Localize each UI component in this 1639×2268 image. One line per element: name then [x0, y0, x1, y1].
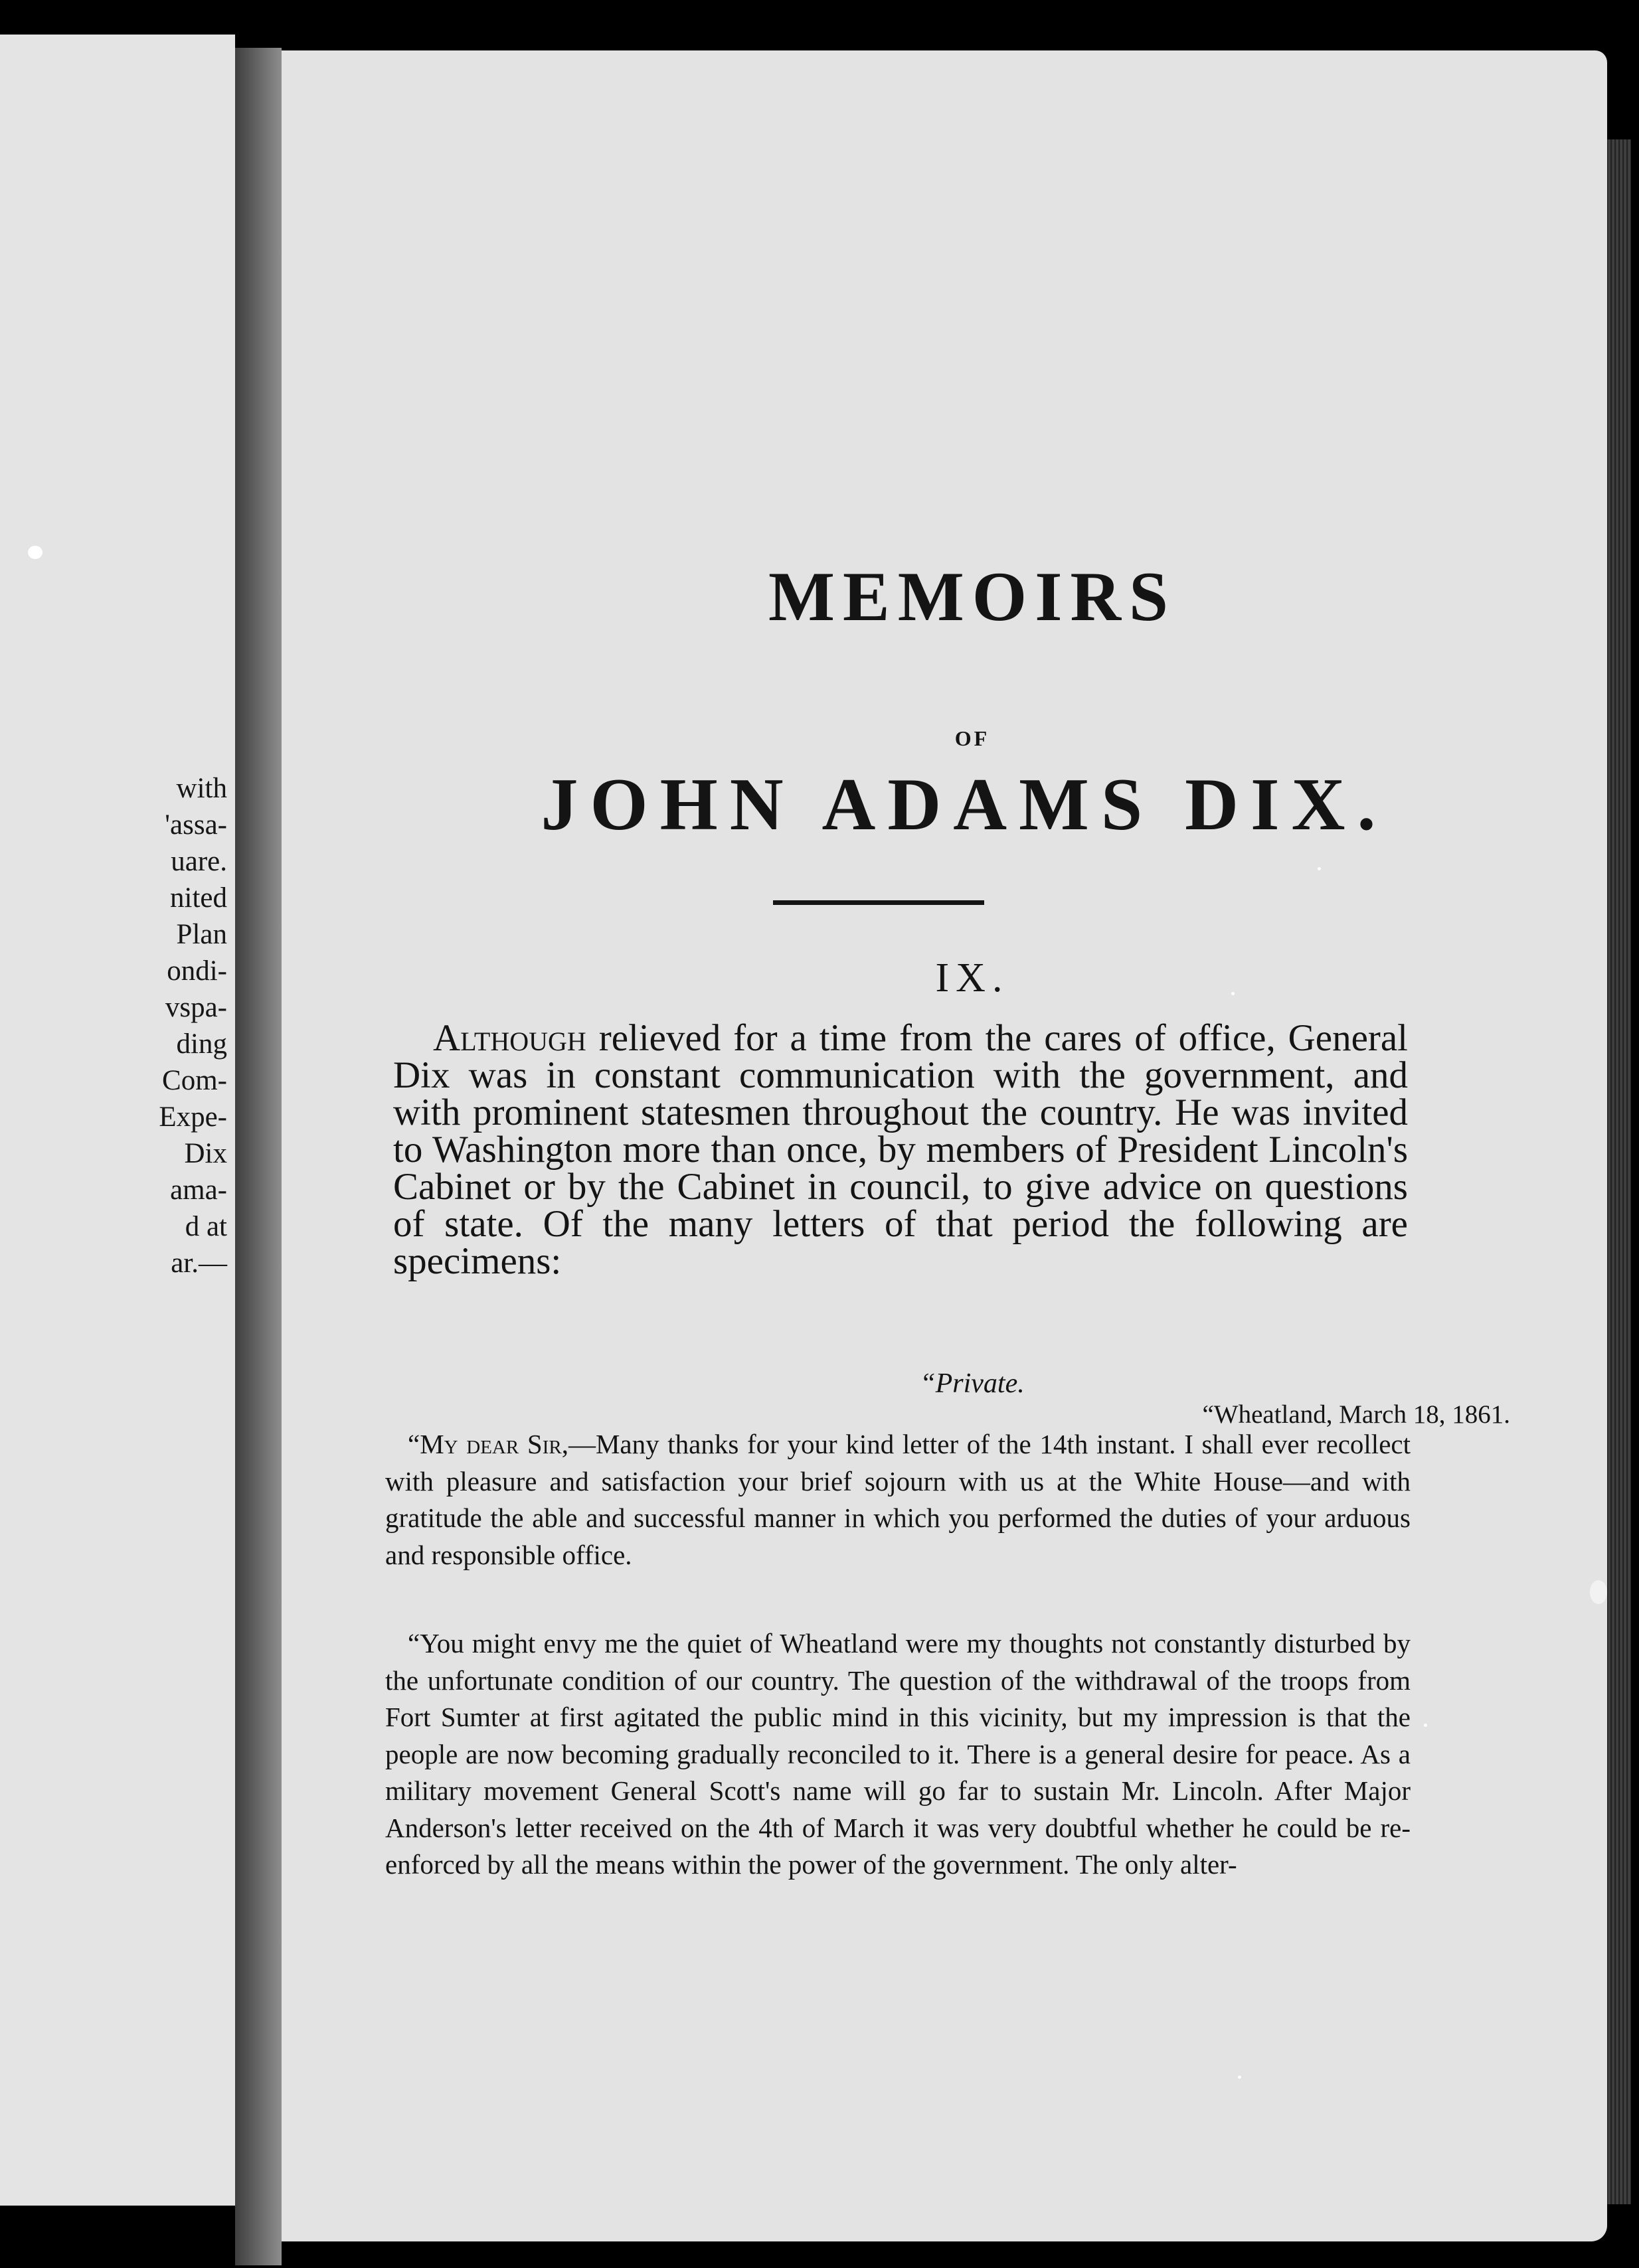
letter-salutation: My dear Sir [420, 1429, 562, 1459]
left-page-line: uare. [171, 846, 227, 877]
chapter-number: IX. [935, 955, 1009, 1001]
intro-paragraph [393, 1017, 1408, 1282]
book-title-of: OF [954, 726, 990, 750]
left-page-line: nited [170, 882, 227, 914]
book-title-name: JOHN ADAMS DIX. [541, 764, 1388, 846]
letter-paragraph [385, 1625, 1411, 1884]
left-page-line: ar.— [171, 1248, 227, 1279]
left-page-line: ding [176, 1028, 227, 1060]
scan-speck [1238, 2075, 1241, 2079]
left-page-line: vspa- [165, 992, 227, 1023]
left-page-line: with [176, 773, 227, 804]
letter-paragraph [385, 1426, 1411, 1574]
scan-speck [1318, 867, 1321, 870]
intro-lead-word: Although [433, 1017, 586, 1059]
letter-text: ,—Many thanks for your kind letter of the 14th instant. I shall ever recollect with pleasure and satisfaction your brief sojourn with us at the White House—and with gratitude the able and successful manner in which you performed the duties of your arduous and responsible office. [385, 1429, 1411, 1570]
left-page-line: ondi- [167, 955, 227, 987]
intro-text: relieved for a time from the cares of office, General Dix was in constant communication with the government, and with prominent statesmen throughout the country. He was invited to Washington more than once, by members of President Lincoln's Cabinet or by the Cabinet in council, to give advice on questions of state. Of the many letters of that period the following are specimens: [393, 1017, 1408, 1282]
letter-private-label: “Private. [920, 1368, 1025, 1399]
left-page-line: Expe- [159, 1101, 227, 1133]
left-page-line: Plan [176, 919, 227, 950]
scan-speck [1590, 1580, 1607, 1604]
left-page-line: 'assa- [165, 809, 227, 841]
left-page-line: Com- [162, 1065, 227, 1096]
left-page [0, 35, 235, 2206]
title-rule [773, 900, 984, 905]
scan-speck [1424, 1724, 1427, 1727]
book-gutter [235, 48, 282, 2265]
scan-speck [28, 546, 43, 559]
right-page [282, 50, 1607, 2241]
letter-text: “You might envy me the quiet of Wheatland were my thoughts not constantly disturbed by the unfortunate condition of our country. The question of the withdrawal of the troops from Fort Sumter at first agitated the public mind in this vicinity, but my impression is that the people are now becoming gradually reconciled to it. There is a general desire for peace. As a military movement General Scott's name will go far to sustain Mr. Lincoln. After Major Anderson's letter received on the 4th of March it was very doubtful whether he could be re-enforced by all the means within the power of the government. The only alter- [385, 1628, 1411, 1880]
book-title-memoirs: MEMOIRS [768, 558, 1176, 635]
left-page-line: d at [185, 1211, 227, 1242]
letter-dateline: “Wheatland, March 18, 1861. [1202, 1400, 1510, 1429]
scan-speck [1231, 992, 1235, 995]
letter-open-quote: “ [408, 1429, 420, 1459]
left-page-line: ama- [170, 1174, 227, 1206]
left-page-line: Dix [184, 1138, 227, 1169]
